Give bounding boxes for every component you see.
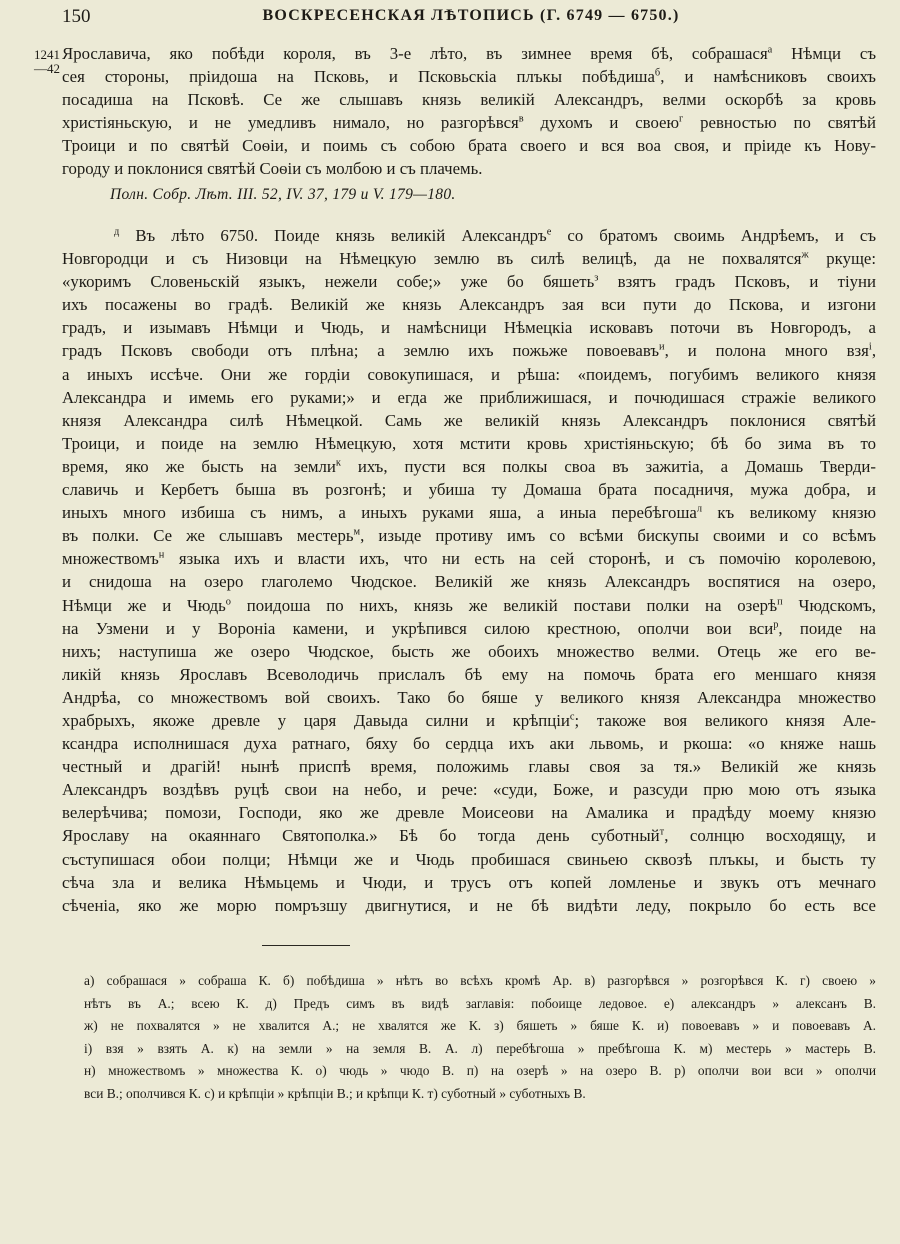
text-line: Нѣмци же и Чюдь$^о$ поидоша по нихъ, князь же великій постави полки на озерѣ$^п$ Чюдскомъ, <box>62 595 876 615</box>
text-line: сѣча зла и велика Нѣмьцемь и Чюди, и трусъ отъ копей ломленье и звукъ отъ мечнаго <box>62 872 876 892</box>
text-line: ихъ посажены во градѣ. Великій же князь Александръ зая вси пути до Пскова, и изгони <box>62 295 876 315</box>
text-line: Ярославича, яко побѣди короля, въ 3-е лѣто, въ зимнее время бѣ, собрашася$^а$ Нѣмци съ <box>62 44 876 63</box>
text-line: ликій князь Ярославъ Всеволодичь прислалъ бѣ ему на помочь брата его меншаго князя <box>62 664 876 684</box>
text-line: Александръ воздѣвъ руцѣ свои на небо, и рече: «суди, Боже, и разсуди прю мою отъ языка <box>62 780 876 800</box>
text-line: сея стороны, пріидоша на Псковь, и Псковьскіа плъкы побѣдиша$^б$, и намѣсниковъ своихъ <box>62 67 876 87</box>
text-line: иныхъ много избиша съ нимъ, а иныхъ руками яша, а иныа перебѣгоша$^л$ къ великому князю <box>62 503 876 523</box>
text-line: съступишася обои полци; Нѣмци же и Чюдь пробишася свиньею сквозѣ плъкы, и бысть ту <box>62 849 876 869</box>
text-line: сѣченіа, яко же морю помръзшу двигнутися, и не бѣ видѣти леду, покрыло бо есть все <box>62 895 876 915</box>
text-line: въ полки. Се же слышавъ местерь$^м$, изыде противу имъ со всѣми бискупы своими и со всѣмъ <box>62 526 876 546</box>
text-line: Троици и по святѣй Соѳіи, и поимь съ собою брата своего и вся воа своя, и пріиде къ Нову- <box>62 136 876 156</box>
text-line: «укоримъ Словеньскій языкъ, нежели собе;» уже бо бяшеть$^з$ взятъ градъ Псковъ, и тіуни <box>62 272 876 292</box>
page-number: 150 <box>62 6 91 27</box>
footnote-separator <box>262 945 350 946</box>
text-line: ксандра исполнишася духа ратнаго, бяху бо сердца ихъ аки львомь, и ркоша: «о княже нашь <box>62 734 876 754</box>
page-header <box>62 6 880 30</box>
margin-year-note: 1241 —42 <box>34 47 60 76</box>
text-line: христіяньскую, и не умедливъ нимало, но разгорѣвся$^в$ духомъ и своею$^г$ ревностью по святѣй <box>62 113 876 133</box>
source-reference: Полн. Собр. Лѣт. III. 52, IV. 37, 179 и V. 179—180. <box>110 186 456 203</box>
text-line: множествомъ$^н$ языка ихъ и власти ихъ, что ни есть на сей сторонѣ, и съ помочію королевою, <box>62 549 876 569</box>
text-line: и снидоша на озеро глаголемо Чюдское. Великій же князь Александръ воспятися на озеро, <box>62 572 876 592</box>
text-line: градъ Псковъ свободи отъ плѣна; а землю ихъ пожьже повоевавъ$^и$, и полона много взя$^і$, <box>62 341 876 361</box>
text-line: князя Александра силѣ Нѣмецкой. Самь же великій князь Александръ поклонися святѣй <box>62 410 876 430</box>
text-line: храбрыхъ, якоже древле у царя Давыда силни и крѣпціи$^с$; такоже воя великого князя Але- <box>62 710 876 730</box>
text-line: на Узмени и у Вороніа камени, и укрѣпився силою крестною, ополчи вои вси$^р$, поиде на <box>62 618 876 638</box>
text-line: нѣтъ въ А.; всею К. д) Предъ симъ въ видѣ заглавія: побоище ледовое. е) александръ » алексанъ В. <box>84 995 876 1011</box>
text-line: Ярославу на окаяннаго Святополка.» Бѣ бо тогда день суботный$^т$, солнцю восходящу, и <box>62 826 876 846</box>
text-line: Андрѣа, со множествомъ вой своихъ. Тако бо бяше у великого князя Александра множество <box>62 687 876 707</box>
text-line: Троици, и поиде на землю Нѣмецкую, хотя мстити кровь христіяньскую; бѣ бо зима въ то <box>62 433 876 453</box>
text-line: время, яко же бысть на земли$^к$ ихъ, пусти вся полкы своа въ зажитіа, а Домашь Тверди- <box>62 456 876 476</box>
text-line: посадиша на Псковѣ. Се же слышавъ князь великій Александръ, велми оскорбѣ за кровь <box>62 90 876 110</box>
text-line: н) множествомъ » множества К. о) чюдь » чюдо В. п) на озерѣ » на озеро В. р) ополчи вои вси » ополчи <box>84 1063 876 1078</box>
text-line: а) собрашася » собраша К. б) побѣдиша » нѣтъ во всѣхъ кромѣ Ар. в) разгорѣвся » розгорѣвся К. г) своею » <box>84 973 876 988</box>
text-line: градъ, и изымавъ Нѣмци и Чюдь, и намѣсници Нѣмецкіа исковавъ поточи въ Новгородъ, а <box>62 318 876 338</box>
text-line: Александра и имемь его руками;» и егда же приближишася, и почюдишася стражіе великого <box>62 387 876 407</box>
text-line: велерѣчива; помози, Господи, яко же древле Моисеови на Амалика и прадѣду моему князю <box>62 803 876 823</box>
paragraph-2 <box>62 224 876 917</box>
text-line: городу и поклонися святѣй Соѳіи съ молбою и съ плачемь. <box>62 159 483 179</box>
text-line: вси В.; ополчився К. с) и крѣпціи » крѣпціи В.; и крѣпци К. т) суботный » суботныхъ В. <box>84 1085 586 1101</box>
text-line: честный и драгій! нынѣ приспѣ время, положимь главы своя за тя.» Великій же князь <box>62 757 876 777</box>
text-line: $^д$ Въ лѣто 6750. Поиде князь великій Александръ$^е$ со братомъ своимь Андрѣемъ, и съ <box>114 226 876 245</box>
text-line: і) взя » взять А. к) на земли » на земля В. А. л) перебѣгоша » пребѣгоша К. м) местерь » мастерь В. <box>84 1040 876 1056</box>
text-line: нихъ; наступиша же озеро Чюдское, бысть же обоихъ множество велми. Отець же его ве- <box>62 641 876 661</box>
footnotes <box>84 970 876 1105</box>
text-line: а иныхъ иссѣче. Они же гордіи совокупишася, и рѣша: «поидемъ, погубимъ великого князя <box>62 364 876 384</box>
text-line: славичь и Кербетъ быша въ розгонѣ; и убиша ту Домаша брата посадничя, мужа добра, и <box>62 480 876 500</box>
paragraph-1 <box>62 42 876 181</box>
text-line: ж) не похвалятся » не хвалится А.; не хвалятся же К. з) бяшеть » бяше К. и) повоевавъ » и повоевавъ А. <box>84 1018 876 1033</box>
text-line: Новгородци и съ Низовци на Нѣмецкую землю въ силѣ велицѣ, да не похвалятся$^ж$ ркуще: <box>62 249 876 269</box>
running-title: ВОСКРЕСЕНСКАЯ ЛѢТОПИСЬ (Г. 6749 — 6750.) <box>262 7 680 24</box>
